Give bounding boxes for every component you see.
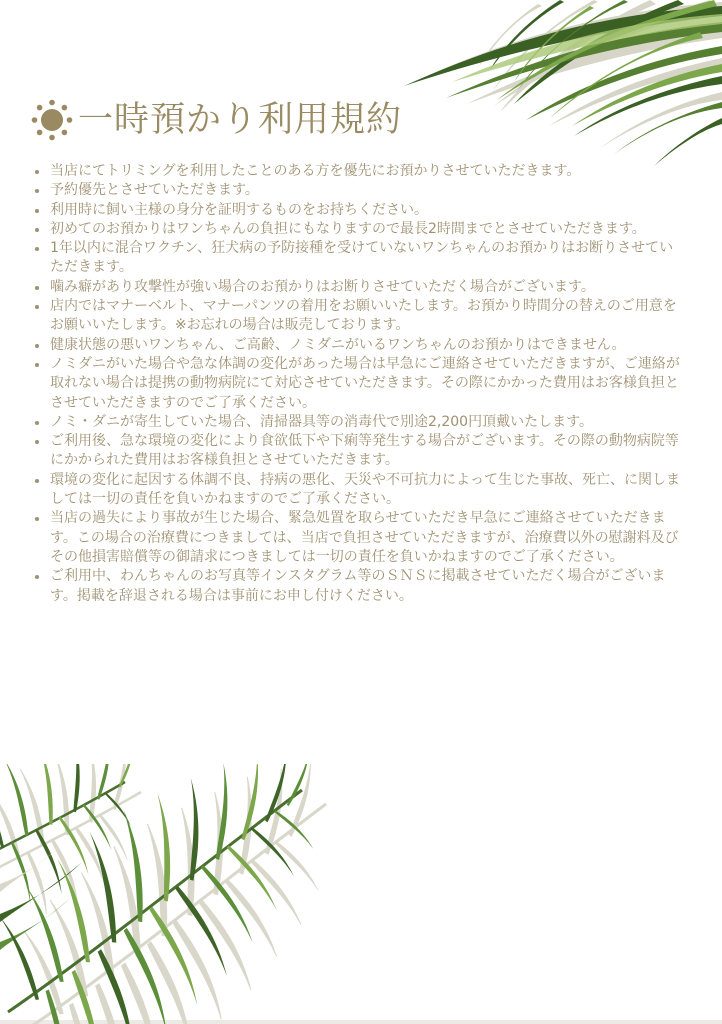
- term-item: 当店にてトリミングを利用したことのある方を優先にお預かりさせていただきます。: [30, 162, 680, 181]
- term-item: ご利用後、急な環境の変化により食欲低下や下痢等発生する場合がございます。その際の動物病院等にかかられた費用はお客様負担とさせていただきます。: [30, 432, 680, 471]
- term-item: ノミダニがいた場合や急な体調の変化があった場合は早急にご連絡させていただきますが、ご連絡が取れない場合は提携の動物病院にて対応させていただきます。その際にかかった費用はお客様負担とさせていただきますのでご了承ください。: [30, 355, 680, 413]
- term-item: 店内ではマナーベルト、マナーパンツの着用をお願いいたします。お預かり時間分の替えのご用意をお願いいたします。※お忘れの場合は販売しております。: [30, 297, 680, 336]
- palm-frond-icon: [0, 764, 340, 1024]
- term-item: 健康状態の悪いワンちゃん、ご高齢、ノミダニがいるワンちゃんのお預かりはできません。: [30, 336, 680, 355]
- term-item: ノミ・ダニが寄生していた場合、清掃器具等の消毒代で別途2,200円頂戴いたします。: [30, 413, 680, 432]
- term-item: 利用時に飼い主様の身分を証明するものをお持ちください。: [30, 201, 680, 220]
- term-item: 予約優先とさせていただきます。: [30, 181, 680, 200]
- terms-list: [30, 162, 680, 606]
- term-item: 当店の過失により事故が生じた場合、緊急処置を取らせていただき早急にご連絡させていただきます。この場合の治療費につきましては、当店で負担させていただきますが、治療費以外の慰謝料及びその他損害賠償等の御請求につきましては一切の責任を負いかねますのでご了承ください。: [30, 509, 680, 567]
- term-item: 1年以内に混合ワクチン、狂犬病の予防接種を受けていないワンちゃんのお預かりはお断りさせていただきます。: [30, 239, 680, 278]
- term-item: 噛み癖があり攻撃性が強い場合のお預かりはお断りさせていただく場合がございます。: [30, 278, 680, 297]
- term-item: 初めてのお預かりはワンちゃんの負担にもなりますので最長2時間までとさせていただきます。: [30, 220, 680, 239]
- page-title-text: 一時預かり利用規約: [78, 99, 403, 140]
- page-title: [30, 98, 694, 142]
- sun-icon: [30, 98, 74, 142]
- term-item: ご利用中、わんちゃんのお写真等インスタグラム等のＳＮＳに掲載させていただく場合がございます。掲載を辞退される場合は事前にお申し付けください。: [30, 567, 680, 606]
- page-bottom-edge: [0, 1020, 722, 1024]
- terms-document: [30, 98, 694, 606]
- term-item: 環境の変化に起因する体調不良、持病の悪化、天災や不可抗力によって生じた事故、死亡、に関しましては一切の責任を負いかねますのでご了承ください。: [30, 471, 680, 510]
